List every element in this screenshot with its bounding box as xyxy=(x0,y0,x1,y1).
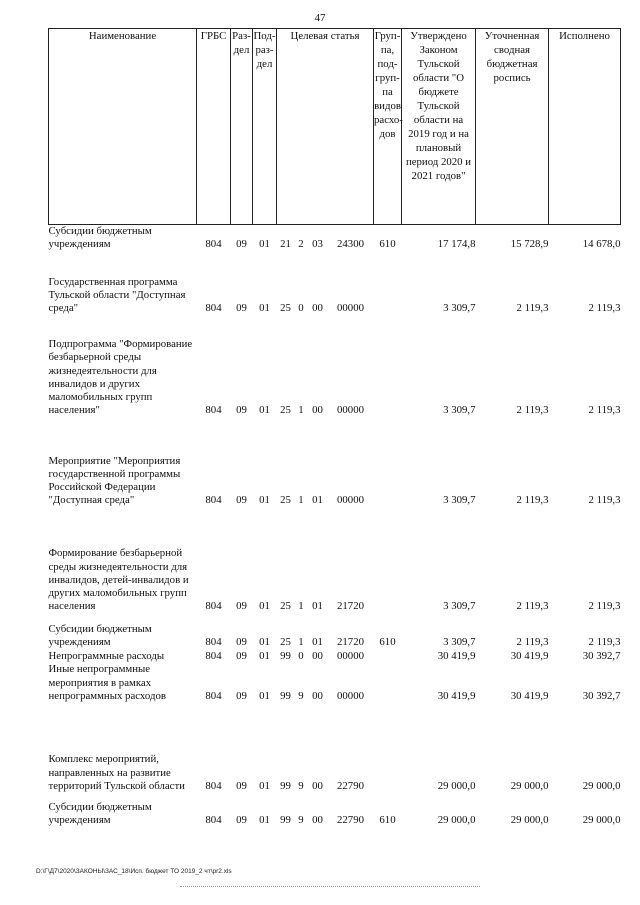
row-razdel: 09 xyxy=(236,650,247,663)
row-target-subprogram: 1 xyxy=(298,494,304,507)
row-target-event: 00 xyxy=(312,779,323,792)
table-row xyxy=(49,793,621,827)
row-podrazdel: 01 xyxy=(259,238,270,251)
header-razdel: Раз-дел xyxy=(231,29,253,225)
table-row xyxy=(49,649,621,663)
row-executed: 30 392,7 xyxy=(582,689,621,702)
row-name: Формирование безбарьерной среды жизнедеятельности для инвалидов, детей-инвалидов и других маломобильных групп населения xyxy=(48,547,189,613)
budget-table xyxy=(48,28,621,827)
row-target-event: 00 xyxy=(312,404,323,417)
row-target-program: 99 xyxy=(280,689,291,702)
row-target-event: 00 xyxy=(312,813,323,826)
row-target-event: 01 xyxy=(312,636,323,649)
table-body xyxy=(49,225,621,827)
row-razdel: 09 xyxy=(236,636,247,649)
row-target-event: 00 xyxy=(312,689,323,702)
row-razdel: 09 xyxy=(236,600,247,613)
row-grbs: 804 xyxy=(205,494,222,507)
row-target-program: 99 xyxy=(280,650,291,663)
row-podrazdel: 01 xyxy=(259,650,270,663)
row-target-event: 00 xyxy=(312,302,323,315)
row-target-direction: 00000 xyxy=(337,404,364,417)
row-expense-group: 610 xyxy=(379,813,396,826)
row-target-program: 25 xyxy=(280,636,291,649)
scan-artifact-line xyxy=(180,886,480,887)
row-target-direction: 21720 xyxy=(337,636,364,649)
row-target-event: 01 xyxy=(312,600,323,613)
row-expense-group xyxy=(374,649,402,663)
row-target-subprogram: 9 xyxy=(298,779,304,792)
row-target-subprogram: 9 xyxy=(298,813,304,826)
row-target-subprogram: 9 xyxy=(298,689,304,702)
table-row xyxy=(49,663,621,703)
row-grbs: 804 xyxy=(205,650,222,663)
row-executed: 2 119,3 xyxy=(588,636,621,649)
row-razdel: 09 xyxy=(236,813,247,826)
row-expense-group: 610 xyxy=(379,238,396,251)
row-refined: 2 119,3 xyxy=(516,302,549,315)
row-razdel: 09 xyxy=(236,779,247,792)
header-approved: Утверждено Законом Тульской области "О бюджете Тульской области на 2019 год и на плановый период 2020 и 2021 годов" xyxy=(402,29,476,225)
row-name: Государственная программа Тульской области "Доступная среда" xyxy=(48,275,186,315)
row-expense-group xyxy=(374,417,402,507)
row-approved: 3 309,7 xyxy=(443,404,476,417)
header-refined: Уточненная сводная бюджетная роспись xyxy=(476,29,549,225)
table-row xyxy=(49,225,621,252)
row-approved: 3 309,7 xyxy=(443,600,476,613)
row-podrazdel: 01 xyxy=(259,779,270,792)
row-podrazdel: 01 xyxy=(259,302,270,315)
row-target-direction: 24300 xyxy=(337,238,364,251)
row-executed: 2 119,3 xyxy=(588,494,621,507)
header-name: Наименование xyxy=(49,29,197,225)
row-target-direction: 22790 xyxy=(337,779,364,792)
page-number: 47 xyxy=(314,12,326,24)
row-target-direction: 21720 xyxy=(337,600,364,613)
row-executed: 2 119,3 xyxy=(588,404,621,417)
row-executed: 29 000,0 xyxy=(582,813,621,826)
row-target-direction: 00000 xyxy=(337,494,364,507)
row-approved: 3 309,7 xyxy=(443,302,476,315)
row-expense-group xyxy=(374,315,402,417)
row-expense-group xyxy=(374,251,402,315)
row-refined: 30 419,9 xyxy=(510,650,549,663)
table-row xyxy=(49,703,621,793)
row-executed: 2 119,3 xyxy=(588,600,621,613)
row-grbs: 804 xyxy=(205,779,222,792)
row-approved: 29 000,0 xyxy=(437,779,476,792)
table-row xyxy=(49,315,621,417)
row-target-program: 21 xyxy=(280,238,291,251)
row-target-program: 25 xyxy=(280,494,291,507)
row-name: Комплекс мероприятий, направленных на развитие территорий Тульской области xyxy=(48,753,185,792)
row-podrazdel: 01 xyxy=(259,689,270,702)
row-executed: 29 000,0 xyxy=(582,779,621,792)
row-target-event: 01 xyxy=(312,494,323,507)
row-executed: 14 678,0 xyxy=(582,238,621,251)
row-grbs: 804 xyxy=(205,404,222,417)
row-expense-group xyxy=(374,703,402,793)
row-target-event: 00 xyxy=(312,650,323,663)
row-podrazdel: 01 xyxy=(259,494,270,507)
row-name: Субсидии бюджетным учреждениям xyxy=(48,623,152,649)
row-refined: 30 419,9 xyxy=(510,689,549,702)
row-executed: 30 392,7 xyxy=(582,650,621,663)
row-razdel: 09 xyxy=(236,302,247,315)
row-expense-group: 610 xyxy=(379,636,396,649)
row-executed: 2 119,3 xyxy=(588,302,621,315)
row-target-direction: 00000 xyxy=(337,689,364,702)
row-razdel: 09 xyxy=(236,494,247,507)
header-target-article: Целевая статья xyxy=(277,29,374,225)
row-target-direction: 00000 xyxy=(337,650,364,663)
row-grbs: 804 xyxy=(205,600,222,613)
row-approved: 30 419,9 xyxy=(437,650,476,663)
row-refined: 29 000,0 xyxy=(510,779,549,792)
row-target-direction: 00000 xyxy=(337,302,364,315)
row-refined: 2 119,3 xyxy=(516,636,549,649)
row-refined: 15 728,9 xyxy=(510,238,549,251)
table-row xyxy=(49,507,621,613)
row-target-subprogram: 1 xyxy=(298,636,304,649)
row-razdel: 09 xyxy=(236,689,247,702)
row-refined: 2 119,3 xyxy=(516,494,549,507)
table-row xyxy=(49,251,621,315)
row-name: Мероприятие "Мероприятия государственной программы Российской Федерации "Доступная среда" xyxy=(48,454,181,507)
row-name: Субсидии бюджетным учреждениям xyxy=(48,800,152,826)
row-target-subprogram: 1 xyxy=(298,600,304,613)
row-razdel: 09 xyxy=(236,404,247,417)
row-approved: 30 419,9 xyxy=(437,689,476,702)
row-name: Подпрограмма "Формирование безбарьерной среды жизнедеятельности для инвалидов и других маломобильных групп населения" xyxy=(48,338,193,417)
table-header xyxy=(49,29,621,225)
row-target-program: 99 xyxy=(280,779,291,792)
row-name: Иные непрограммные мероприятия в рамках непрограммных расходов xyxy=(48,663,166,702)
header-expense-group: Груп-па, под-груп-па видов расхо-дов xyxy=(374,29,402,225)
row-approved: 17 174,8 xyxy=(437,238,476,251)
row-grbs: 804 xyxy=(205,302,222,315)
row-target-subprogram: 0 xyxy=(298,302,304,315)
row-refined: 29 000,0 xyxy=(510,813,549,826)
row-podrazdel: 01 xyxy=(259,636,270,649)
row-grbs: 804 xyxy=(205,813,222,826)
row-target-direction: 22790 xyxy=(337,813,364,826)
row-target-program: 99 xyxy=(280,813,291,826)
row-target-program: 25 xyxy=(280,404,291,417)
row-refined: 2 119,3 xyxy=(516,404,549,417)
footer-file-path: D:\Г\Д7\2020\ЗАКОНЫ\ЗАС_18\Исп. бюджет ТО 2019_2 чт\pr2.xls xyxy=(36,868,232,875)
row-target-subprogram: 2 xyxy=(298,238,304,251)
table-row xyxy=(49,417,621,507)
row-approved: 29 000,0 xyxy=(437,813,476,826)
row-target-program: 25 xyxy=(280,302,291,315)
row-podrazdel: 01 xyxy=(259,813,270,826)
header-executed: Исполнено xyxy=(549,29,621,225)
row-approved: 3 309,7 xyxy=(443,636,476,649)
row-target-subprogram: 0 xyxy=(298,650,304,663)
row-target-subprogram: 1 xyxy=(298,404,304,417)
table-row xyxy=(49,613,621,649)
header-podrazdel: Под-раз-дел xyxy=(253,29,277,225)
row-target-program: 25 xyxy=(280,600,291,613)
row-target-event: 03 xyxy=(312,238,323,251)
row-podrazdel: 01 xyxy=(259,600,270,613)
row-grbs: 804 xyxy=(205,636,222,649)
row-refined: 2 119,3 xyxy=(516,600,549,613)
row-grbs: 804 xyxy=(205,238,222,251)
row-razdel: 09 xyxy=(236,238,247,251)
row-grbs: 804 xyxy=(205,689,222,702)
header-grbs: ГРБС xyxy=(197,29,231,225)
row-expense-group xyxy=(374,507,402,613)
row-expense-group xyxy=(374,663,402,703)
row-name: Непрограммные расходы xyxy=(48,650,165,663)
budget-table-container xyxy=(48,28,621,827)
row-approved: 3 309,7 xyxy=(443,494,476,507)
row-podrazdel: 01 xyxy=(259,404,270,417)
row-name: Субсидии бюджетным учреждениям xyxy=(48,225,152,251)
